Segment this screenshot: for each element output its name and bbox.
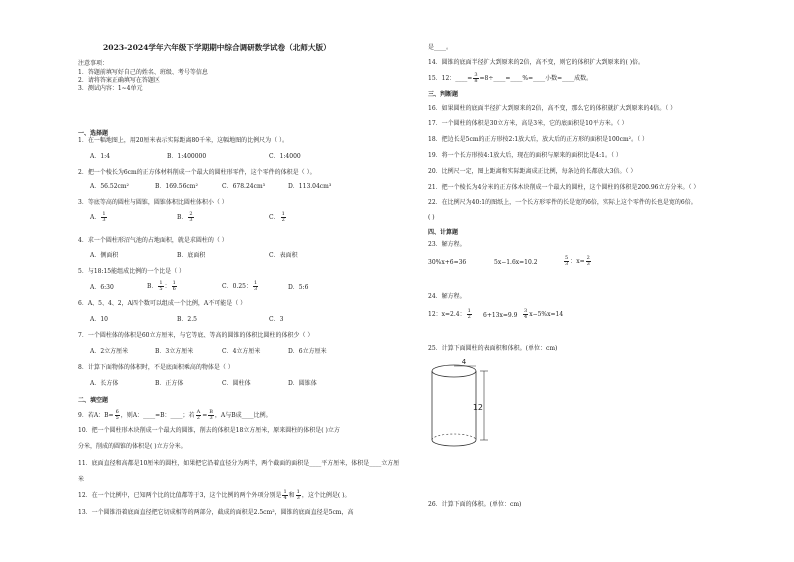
- fraction: $\frac{1}{2}$: [281, 211, 285, 223]
- question-25: 25．计算下面圆柱的表面积和体积。(单位：cm): [428, 345, 558, 352]
- fraction: $\frac{B}{3}$: [209, 409, 213, 421]
- question-22-line2: ( ): [428, 214, 435, 221]
- fraction: $\frac{6}{5}$: [115, 409, 119, 421]
- q7-option: C．4立方厘米: [222, 348, 261, 355]
- q7-option: A．2立方厘米: [90, 348, 129, 355]
- q8-option: B．正方体: [155, 380, 184, 387]
- equation: 30%x+6=36: [428, 259, 467, 266]
- fraction: $\frac{1}{6}$: [172, 280, 176, 292]
- q5-option-c: C．0.25： $\frac{1}{3}$: [222, 280, 258, 292]
- section-heading: 二、填空题: [78, 397, 109, 404]
- section-heading: 一、选择题: [78, 130, 109, 137]
- fraction: $\frac{1}{4}$: [283, 489, 287, 501]
- fraction: $\frac{1}{5}$: [159, 280, 163, 292]
- equation: 6+13x=9.9: [483, 312, 518, 319]
- radius-label: 4: [461, 358, 467, 366]
- fraction: $\frac{1}{3}$: [296, 489, 300, 501]
- question-23: 23．解方程。: [428, 241, 466, 248]
- fraction: $\frac{2}{3}$: [586, 255, 590, 267]
- exam-title: 2023-2024学年六年级下学期期中综合调研数学试卷（北师大版）: [103, 43, 331, 52]
- q6-option: C．3: [269, 316, 284, 323]
- fraction: $\frac{2}{3}$: [189, 211, 193, 223]
- question-13-line1: 13．一个圆锥沿着底面直径把它切成相等的两部分，截成的面积是2.5cm²，圆锥的底面直径是5cm，高: [78, 509, 354, 516]
- question-22-line1: 22．在比例尺为40:1的图纸上，一个长方形零件的长是宽的6倍，实际上这个零件的长也是宽的6倍。: [428, 199, 697, 206]
- question-6: 6．A、5、4、2，A四个数可以组成一个比例，A不可能是（ ）: [78, 300, 247, 307]
- q2-option: A．56.52cm²: [90, 183, 129, 190]
- question-5: 5．与18:15能组成比例的一个比是（ ）: [78, 268, 186, 275]
- fraction: $\frac{3}{8}$: [474, 72, 478, 84]
- equation: 5x−1.6x=10.2: [494, 259, 538, 266]
- question-10-line1: 10．把一个圆柱形木块削成一个最大的圆锥，削去的体积是18立方厘米，原来圆柱的体积是( )立方: [78, 427, 340, 434]
- q4-option: B．底面积: [177, 252, 206, 259]
- q1-option: B．1:400000: [167, 153, 207, 160]
- q1-option: A．1:4: [90, 153, 110, 160]
- q8-option: A．长方体: [90, 380, 119, 387]
- q8-option: D．圆锥体: [288, 380, 317, 387]
- q2-option: C．678.24cm³: [222, 183, 266, 190]
- question-10-line2: 分米，削成的圆锥的体积是( )立方分米。: [78, 443, 187, 450]
- fraction: $\frac{1}{3}$: [102, 211, 106, 223]
- fraction: $\frac{A}{2}$: [196, 409, 201, 421]
- section-heading: 四、计算题: [428, 229, 459, 236]
- q5-option-b: B． $\frac{1}{5}$ ： $\frac{1}{6}$: [147, 280, 176, 292]
- q4-option: A．侧面积: [90, 252, 119, 259]
- question-4: 4．求一个圆柱形沼气池的占地面积，就是求圆柱的（ ）: [78, 237, 228, 244]
- question-12: 12．在一个比例中，已知两个比的比值都等于3，这个比例的两个外项分别是 $\frac{1}{4}$ 和 $\frac{1}{3}$ ，这个比例是( )。: [78, 489, 351, 501]
- question-1: 1．在一幅地图上，用20厘米表示实际距离80千米，这幅地图的比例尺为（ ）。: [78, 137, 288, 144]
- q7-option: D．6立方厘米: [288, 348, 327, 355]
- q2-option: B．169.56cm²: [155, 183, 198, 190]
- notice-item: 1．答题前填写好自己的姓名、班级、考号等信息: [78, 69, 208, 76]
- question-24: 24．解方程。: [428, 293, 466, 300]
- q3-option-c: C． $\frac{1}{2}$: [269, 211, 285, 223]
- q8-option: C．圆柱体: [222, 380, 251, 387]
- equation: $\frac{5}{3}$ ：x= $\frac{2}{3}$: [565, 255, 590, 267]
- q7-option: B．3立方厘米: [155, 348, 194, 355]
- notice-item: 3．测试内容：1~4单元: [78, 85, 143, 92]
- question-20: 20．比例尺一定，图上距离和实际距离成正比例，每条边的长都放大3倍。（ ）: [428, 168, 637, 175]
- cylinder-bottom-hidden: [432, 434, 476, 440]
- section-heading: 三、判断题: [428, 91, 459, 98]
- height-label: 12: [472, 403, 483, 412]
- question-2: 2．把一个棱长为6cm的正方体材料削成一个最大的圆柱形零件，这个零件的体积是（ ）。: [78, 169, 316, 176]
- question-18: 18．把边长是5cm的正方形按2:1放大后，放大后的正方形的面积是100cm²。（ ）: [428, 136, 648, 143]
- fraction: $\frac{1}{2}$: [467, 308, 471, 320]
- equation: $\frac{3}{4}$ x−5%x=14: [524, 308, 564, 320]
- question-11-line1: 11．底面直径和高都是10厘米的圆柱，如果把它沿着直径分为两半，两个截面的面积是____平方厘米，体积是____立方厘: [78, 460, 400, 467]
- q6-option: A．10: [90, 316, 108, 323]
- q4-option: C．表面积: [269, 252, 298, 259]
- question-7: 7．一个圆柱体的体积是60立方厘米，与它等底、等高的圆锥的体积比圆柱的体积少（ ）: [78, 332, 314, 339]
- q6-option: B．2.5: [177, 316, 197, 323]
- q2-option: D．113.04cm³: [288, 183, 332, 190]
- question-14: 14．圆锥的底面半径扩大到原来的2倍，高不变，则它的体积扩大到原来的( )倍。: [428, 59, 645, 66]
- question-8: 8．计算下面物体的体积时，不是底面积乘高的物体是（ ）: [78, 364, 234, 371]
- question-15: 15．12：____= $\frac{3}{8}$ =8÷____=____%=____小数=____成数。: [428, 72, 593, 84]
- q5-option: D．5:6: [288, 284, 309, 291]
- cylinder-bottom: [432, 440, 476, 446]
- cylinder-figure: [426, 358, 506, 454]
- q5-option: A．6:30: [90, 284, 114, 291]
- question-19: 19．将一个长方形按4:1放大后，现在的面积与原来的面积比是4:1。（ ）: [428, 152, 622, 159]
- question-21: 21．把一个棱长为4分米的正方体木块削成一个最大的圆柱，这个圆柱的体积是200.96立方分米。（ ）: [428, 184, 700, 191]
- fraction: $\frac{3}{4}$: [524, 308, 528, 320]
- fraction: $\frac{5}{3}$: [565, 255, 569, 267]
- q3-option-a: A． $\frac{1}{3}$: [90, 211, 106, 223]
- notice-item: 2．请将答案正确填写在答题区: [78, 77, 160, 84]
- cylinder-top: [432, 365, 476, 377]
- question-11-line2: 米: [78, 476, 85, 483]
- question-9: 9．若A：B= $\frac{6}{5}$ ，则A：____=B：____；若 $\frac{A}{2}$ = $\frac{B}{3}$ ，A与B成____比例。: [78, 409, 272, 421]
- equation: 12：x=2.4： $\frac{1}{2}$: [428, 308, 471, 320]
- question-13-line2: 是____。: [428, 44, 453, 51]
- fraction: $\frac{1}{3}$: [253, 280, 258, 292]
- q1-option: C．1:4000: [269, 153, 301, 160]
- question-17: 17．一个圆柱的体积是30立方米，高是3米，它的底面积是10平方米。（ ）: [428, 120, 628, 127]
- question-3: 3．等底等高的圆柱与圆锥，圆锥体积比圆柱体积小（ ）: [78, 199, 228, 206]
- notice-heading: 注意事项：: [78, 60, 109, 67]
- question-16: 16．如果圆柱的底面半径扩大到原来的2倍，高不变，那么它的体积就扩大到原来的4倍。（ ）: [428, 105, 677, 112]
- question-26: 26．计算下面的体积。(单位：cm): [428, 501, 522, 508]
- q3-option-b: B． $\frac{2}{3}$: [177, 211, 193, 223]
